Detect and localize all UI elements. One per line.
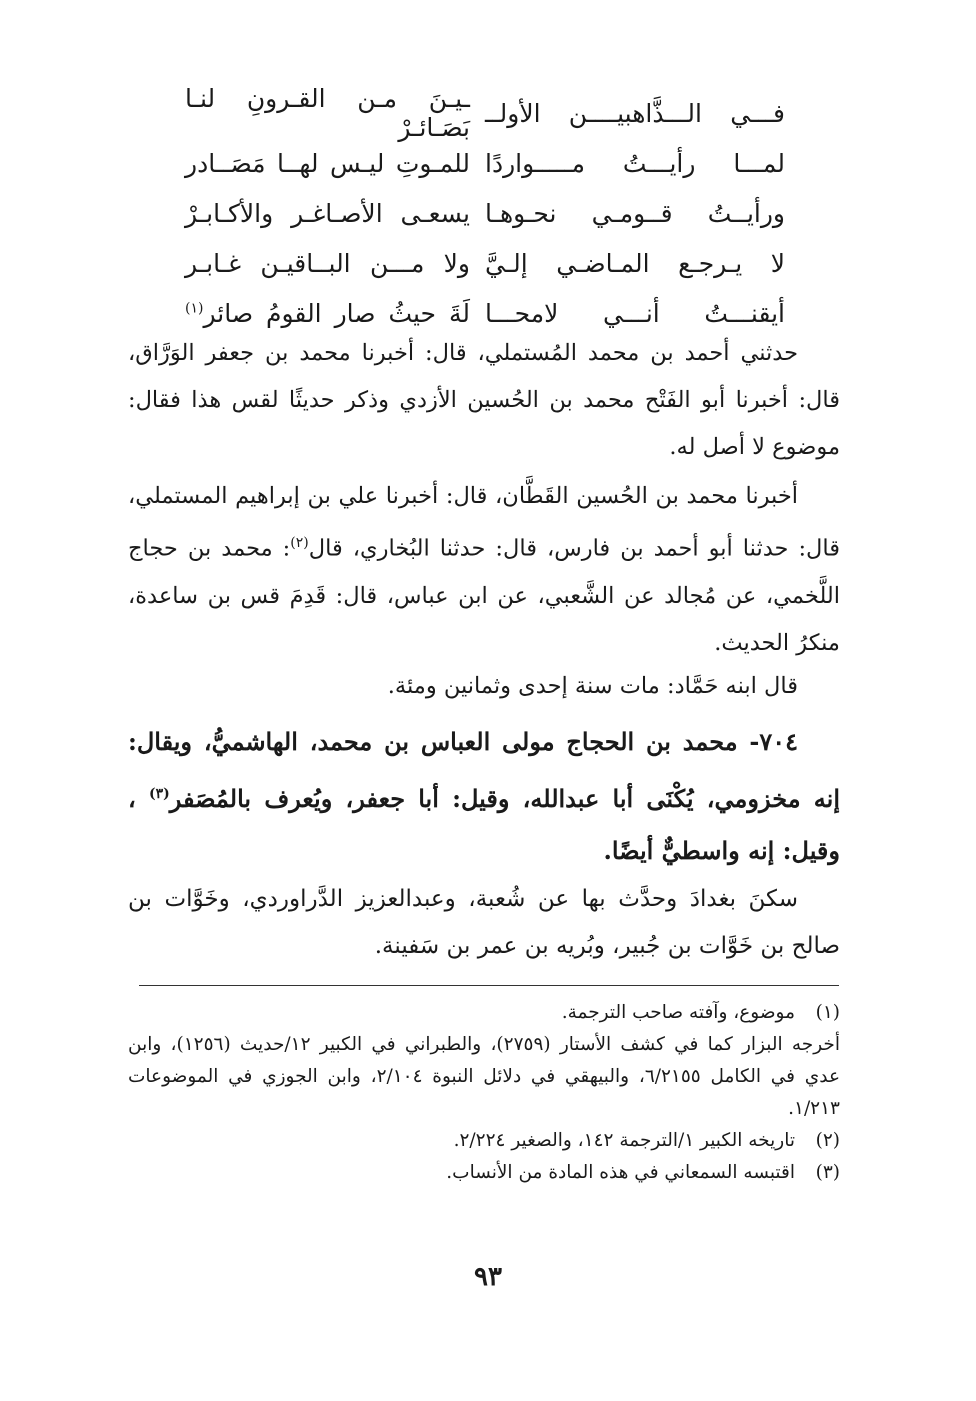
- paragraph-text: أخبرنا محمد بن الحُسين القَطَّان، قال: أخبرنا علي بن إبراهيم المستملي، قال: حدثنا أبو أحمد بن فارس، قال: حدثنا البُخاري، قال: [128, 483, 840, 562]
- verse-2-first-hemistich: لمـــا رأيـــتُ مـــــواردًا: [485, 148, 785, 178]
- footnote-divider: [139, 985, 839, 986]
- footnote-number: (٣): [815, 1162, 840, 1183]
- verse-1-first-hemistich: فـــي الـــذَّاهبيــــن الأولــ: [485, 98, 785, 128]
- verse-5-text: لَةَ حيثُ صار القومُ صائر: [203, 298, 470, 328]
- footnote-text: اقتبسه السمعاني في هذه المادة من الأنساب.: [446, 1162, 795, 1183]
- paragraph-residence: [128, 876, 840, 970]
- verse-4-second-hemistich: ولا مـــن البــاقيـن غـابـر: [185, 248, 470, 278]
- paragraph-isnad-1: [128, 330, 840, 471]
- footnote-3: [128, 1157, 840, 1189]
- paragraph-text: حدثني أحمد بن محمد المُستملي، قال: أخبرنا محمد بن جعفر الوَرَّاق، قال: أخبرنا أبو الفَتْح محمد بن الحُسين الأزدي وذكر حديثًا لقس هذا فقال: موضوع لا أصل له.: [128, 340, 840, 460]
- paragraph-death-date: [128, 663, 840, 710]
- paragraph-text: سكنَ بغدادَ وحدَّث بها عن شُعبة، وعبدالعزيز الدَّراوردي، وخَوَّات بن صالح بن خَوَّات بن جُبير، وبُريه بن عمر بن سَفينة.: [128, 886, 840, 959]
- footnote-1: [128, 997, 840, 1029]
- poem-block: [185, 84, 785, 338]
- footnote-1-continuation: أخرجه البزار كما في كشف الأستار (٢٧٥٩)، والطبراني في الكبير ١٢/حديث (١٢٥٦)، وابن عدي في الكامل ٦/٢١٥٥، والبيهقي في دلائل النبوة ٢/١٠٤، وابن الجوزي في الموضوعات ١/٢١٣.: [128, 1034, 841, 1119]
- paragraph-text: قال ابنه حَمَّاد: مات سنة إحدى وثمانين ومئة.: [387, 673, 798, 699]
- verse-4-first-hemistich: لا يـرجـع المـاضـي إلـيَّ: [485, 248, 785, 278]
- verse-3: [185, 188, 785, 238]
- verse-5-second-hemistich: [185, 299, 470, 328]
- entry-text: ، وقيل: إنه واسطيٌّ أيضًا.: [128, 784, 840, 865]
- page-number: ٩٣: [474, 1262, 502, 1292]
- verse-1: [185, 84, 785, 142]
- footnote-2: [128, 1125, 840, 1157]
- verse-5-first-hemistich: أيقنـــتُ أنـــي لامحـــا: [485, 298, 785, 328]
- paragraph-text: : محمد بن حجاج اللَّخمي، عن مُجالد عن الشَّعبي، عن ابن عباس، قال: قَدِمَ قس بن ساعدة، منكرُ الحديث.: [128, 535, 840, 656]
- footnote-number: (١): [815, 1002, 840, 1023]
- verse-2: [185, 138, 785, 188]
- footnote-text: تاريخه الكبير ١/الترجمة ١٤٢، والصغير ٢/٢٢٤.: [453, 1130, 795, 1151]
- footnote-ref-2[interactable]: (٢): [290, 535, 309, 551]
- verse-3-first-hemistich: ورأيــتُ قــومـي نحـوهـا: [485, 198, 785, 228]
- verse-2-second-hemistich: للمـوتِ ليـس لهــا مَصَــادر: [185, 148, 470, 178]
- paragraph-isnad-2: [128, 473, 840, 667]
- footnote-ref-1[interactable]: (١): [185, 300, 204, 317]
- entry-heading: [128, 716, 840, 877]
- footnote-text: موضوع، وآفته صاحب الترجمة.: [561, 1002, 795, 1023]
- verse-1-second-hemistich: ـيـنَ مـن القـرونِ لنـا بَصَـائـرْ: [185, 84, 470, 142]
- verse-4: [185, 238, 785, 288]
- entry-text: ٧٠٤- محمد بن الحجاج مولى العباس بن محمد، الهاشميُّ، ويقال: إنه مخزومي، يُكْنَى أبا عبدالله، وقيل: أبا جعفر، ويُعرف بالمُصَفر: [128, 727, 840, 813]
- footnote-ref-3[interactable]: (٣): [148, 786, 170, 802]
- footnote-number: (٢): [815, 1130, 840, 1151]
- footnotes: [128, 997, 840, 1189]
- verse-3-second-hemistich: يسعـى الأصـاغـر والأكـابـرْ: [185, 198, 470, 228]
